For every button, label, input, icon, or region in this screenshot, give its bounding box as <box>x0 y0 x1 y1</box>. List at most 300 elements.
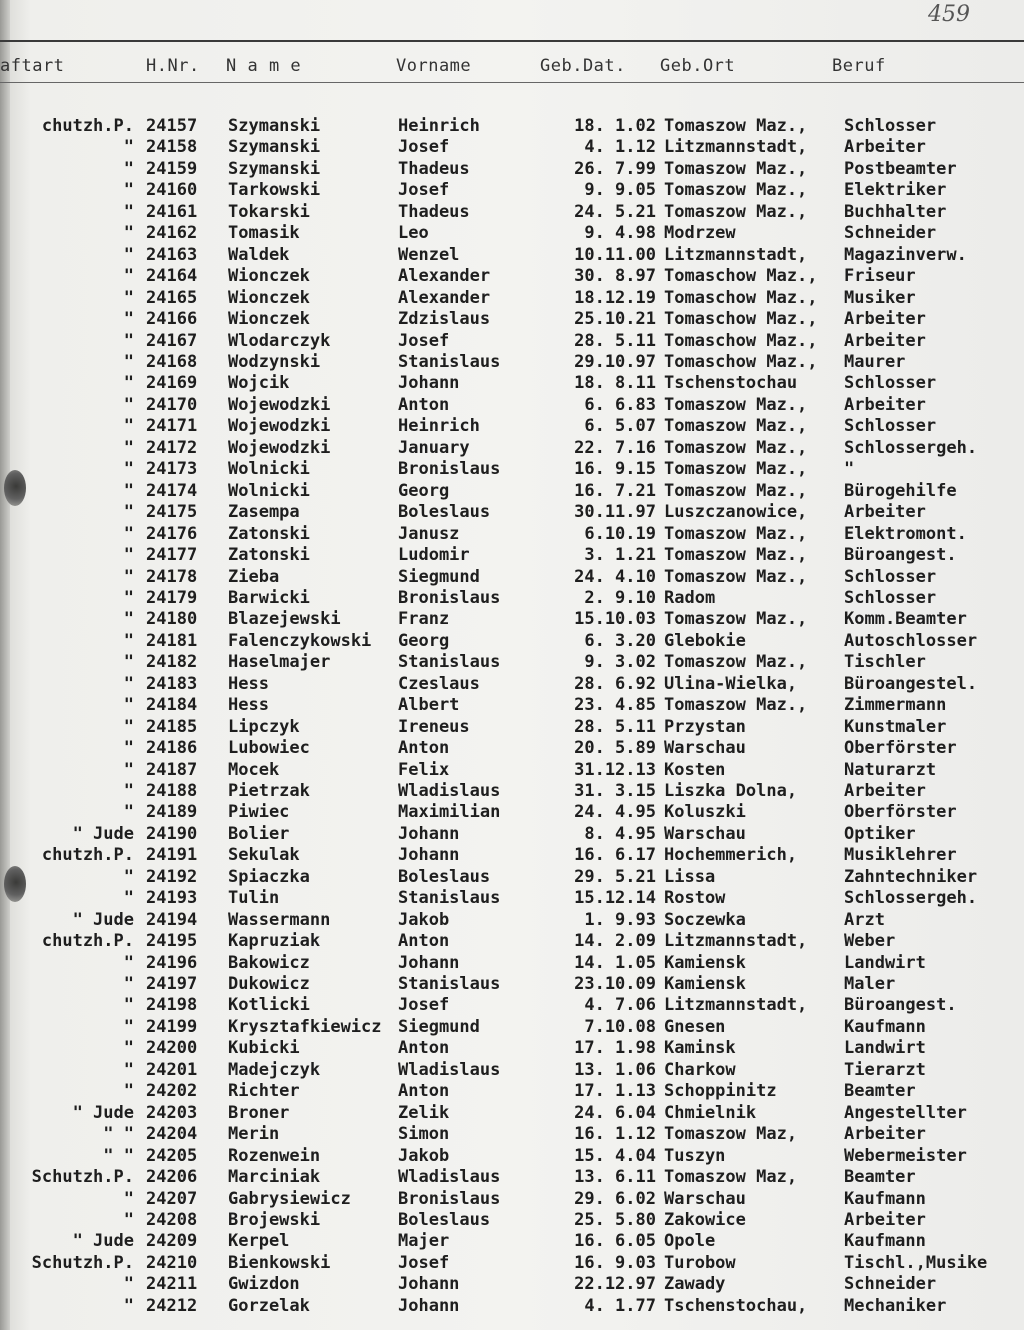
gebdat-cell: 31.12.13 <box>574 759 656 780</box>
hnr-cell: 24159 <box>146 158 198 179</box>
hnr-cell: 24160 <box>146 180 198 201</box>
header-gebort: Geb.Ort <box>660 56 736 76</box>
vorname-cell: Leo <box>398 223 429 244</box>
hnr-cell: 24211 <box>146 1274 198 1295</box>
gebort-cell: Kaminsk <box>664 1038 736 1059</box>
beruf-cell: Landwirt <box>844 952 926 973</box>
haftart-cell: " <box>123 287 134 308</box>
table-row <box>0 652 1024 673</box>
gebort-cell: Tomaszow Maz., <box>664 545 808 565</box>
beruf-cell: " <box>844 459 855 480</box>
top-rule <box>0 40 1024 42</box>
gebort-cell: Tomaszow Maz., <box>664 116 808 136</box>
vorname-cell: Thadeus <box>398 201 470 222</box>
table-row <box>0 116 1024 137</box>
vorname-cell: Anton <box>398 394 450 415</box>
name-cell: Wojewodzki <box>228 394 331 415</box>
name-cell: Bienkowski <box>228 1252 331 1273</box>
vorname-cell: Johann <box>398 1274 460 1295</box>
hnr-cell: 24185 <box>146 716 198 737</box>
haftart-cell: " <box>123 1295 134 1316</box>
gebdat-cell: 26. 7.99 <box>574 158 656 179</box>
gebort-cell: Tomaszow Maz., <box>664 394 808 415</box>
hnr-cell: 24180 <box>146 609 198 630</box>
haftart-cell: " <box>123 716 134 737</box>
gebort-cell: Kosten <box>664 759 726 780</box>
haftart-cell: " <box>123 673 134 694</box>
gebort-cell: Rostow <box>664 888 726 909</box>
vorname-cell: Siegmund <box>398 1016 480 1037</box>
gebdat-cell: 24. 5.21 <box>574 201 656 222</box>
gebdat-cell: 16. 7.21 <box>574 480 656 501</box>
table-row <box>0 352 1024 373</box>
haftart-cell: " <box>123 995 134 1016</box>
vorname-cell: Johann <box>398 845 460 866</box>
name-cell: Tokarski <box>228 201 310 222</box>
name-cell: Madejczyk <box>228 1059 321 1080</box>
haftart-cell: Schutzh.P. <box>31 1167 134 1187</box>
hnr-cell: 24199 <box>146 1016 198 1037</box>
beruf-cell: Arbeiter <box>844 1124 926 1145</box>
gebdat-cell: 10.11.00 <box>574 244 656 265</box>
hnr-cell: 24196 <box>146 952 198 973</box>
beruf-cell: Büroangest. <box>844 995 957 1016</box>
header-hnr: H.Nr. <box>146 56 200 76</box>
beruf-cell: Schlosser <box>844 373 937 394</box>
gebort-cell: Litzmannstadt, <box>664 995 808 1016</box>
table-row <box>0 1210 1024 1231</box>
table-row <box>0 266 1024 287</box>
beruf-cell: Kunstmaler <box>844 716 947 737</box>
beruf-cell: Beamter <box>844 1081 916 1102</box>
vorname-cell: Georg <box>398 480 450 501</box>
name-cell: Tarkowski <box>228 180 321 201</box>
gebdat-cell: 4. 1.77 <box>584 1295 656 1316</box>
gebort-cell: Tomaszow Maz., <box>664 652 808 673</box>
haftart-cell: " <box>123 351 134 372</box>
haftart-cell: " <box>123 1059 134 1080</box>
hnr-cell: 24205 <box>146 1145 198 1166</box>
table-row <box>0 974 1024 995</box>
name-cell: Marciniak <box>228 1167 321 1187</box>
gebdat-cell: 6. 5.07 <box>584 416 656 437</box>
gebdat-cell: 18. 1.02 <box>574 116 656 136</box>
name-cell: Kubicki <box>228 1038 300 1059</box>
hnr-cell: 24203 <box>146 1102 198 1123</box>
name-cell: Zieba <box>228 566 280 587</box>
name-cell: Wojewodzki <box>228 437 331 458</box>
haftart-cell: " Jude <box>72 823 134 844</box>
beruf-cell: Kaufmann <box>844 1016 926 1037</box>
beruf-cell: Zahntechniker <box>844 866 978 887</box>
gebdat-cell: 24. 4.95 <box>574 802 656 823</box>
haftart-cell: " <box>123 974 134 994</box>
hnr-cell: 24191 <box>146 845 198 866</box>
vorname-cell: Albert <box>398 695 460 716</box>
beruf-cell: Kaufmann <box>844 1231 926 1252</box>
vorname-cell: Wladislaus <box>398 780 501 801</box>
table-row <box>0 717 1024 738</box>
gebort-cell: Soczewka <box>664 909 746 930</box>
haftart-cell: " <box>123 630 134 651</box>
haftart-cell: " " <box>103 1124 134 1145</box>
name-cell: Brojewski <box>228 1210 321 1230</box>
haftart-cell: " <box>123 695 134 716</box>
table-row <box>0 416 1024 437</box>
haftart-cell: " <box>123 480 134 501</box>
vorname-cell: Josef <box>398 137 450 158</box>
hnr-cell: 24167 <box>146 330 198 351</box>
name-cell: Broner <box>228 1102 290 1123</box>
haftart-cell: Schutzh.P. <box>31 1252 134 1273</box>
beruf-cell: Maler <box>844 974 896 994</box>
gebdat-cell: 22. 7.16 <box>574 437 656 458</box>
haftart-cell: " Jude <box>72 1231 134 1252</box>
beruf-cell: Webermeister <box>844 1145 967 1166</box>
haftart-cell: " <box>123 952 134 973</box>
table-row <box>0 931 1024 952</box>
gebort-cell: Warschau <box>664 738 746 758</box>
haftart-cell: " <box>123 759 134 780</box>
gebdat-cell: 30. 8.97 <box>574 266 656 287</box>
hnr-cell: 24206 <box>146 1167 198 1187</box>
beruf-cell: Elektriker <box>844 180 947 201</box>
hnr-cell: 24183 <box>146 673 198 694</box>
hnr-cell: 24162 <box>146 223 198 244</box>
table-row <box>0 781 1024 802</box>
hnr-cell: 24176 <box>146 523 198 544</box>
beruf-cell: Arbeiter <box>844 1210 926 1230</box>
table-row <box>0 288 1024 309</box>
gebdat-cell: 3. 1.21 <box>584 545 656 565</box>
table-row <box>0 1167 1024 1188</box>
haftart-cell: " Jude <box>72 909 134 930</box>
gebort-cell: Koluszki <box>664 802 746 823</box>
vorname-cell: Zdzislaus <box>398 309 491 329</box>
name-cell: Falenczykowski <box>228 630 372 651</box>
table-row <box>0 159 1024 180</box>
beruf-cell: Friseur <box>844 266 916 287</box>
gebdat-cell: 29.10.97 <box>574 351 656 372</box>
gebdat-cell: 2. 9.10 <box>584 587 656 608</box>
beruf-cell: Arbeiter <box>844 502 926 523</box>
haftart-cell: " <box>123 587 134 608</box>
haftart-cell: " <box>123 416 134 437</box>
gebdat-cell: 4. 1.12 <box>584 137 656 158</box>
vorname-cell: Wenzel <box>398 244 460 265</box>
haftart-cell: chutzh.P. <box>41 931 134 952</box>
table-row <box>0 695 1024 716</box>
vorname-cell: Anton <box>398 1081 450 1102</box>
table-row <box>0 995 1024 1016</box>
hnr-cell: 24166 <box>146 309 198 329</box>
table-row <box>0 524 1024 545</box>
vorname-cell: Simon <box>398 1124 450 1145</box>
gebdat-cell: 29. 5.21 <box>574 866 656 887</box>
gebort-cell: Luszczanowice, <box>664 502 808 523</box>
table-row <box>0 245 1024 266</box>
gebort-cell: Tuszyn <box>664 1145 726 1166</box>
gebdat-cell: 16. 9.15 <box>574 459 656 480</box>
table-row <box>0 1081 1024 1102</box>
table-row <box>0 481 1024 502</box>
gebort-cell: Schoppinitz <box>664 1081 777 1102</box>
gebdat-cell: 18.12.19 <box>574 287 656 308</box>
gebort-cell: Liszka Dolna, <box>664 780 798 801</box>
vorname-cell: Johann <box>398 823 460 844</box>
hnr-cell: 24198 <box>146 995 198 1016</box>
haftart-cell: " <box>123 1016 134 1037</box>
table-row <box>0 1231 1024 1252</box>
name-cell: Kapruziak <box>228 931 321 952</box>
header-name: N a m e <box>226 56 302 76</box>
vorname-cell: Felix <box>398 759 450 780</box>
hnr-cell: 24207 <box>146 1188 198 1209</box>
vorname-cell: Anton <box>398 1038 450 1059</box>
vorname-cell: Josef <box>398 180 450 201</box>
beruf-cell: Schneider <box>844 1274 937 1295</box>
gebdat-cell: 25.10.21 <box>574 309 656 329</box>
vorname-cell: Bronislaus <box>398 1188 501 1209</box>
gebdat-cell: 13. 1.06 <box>574 1059 656 1080</box>
beruf-cell: Arbeiter <box>844 330 926 351</box>
gebdat-cell: 24. 4.10 <box>574 566 656 587</box>
haftart-cell: " <box>123 1081 134 1102</box>
table-row <box>0 910 1024 931</box>
gebort-cell: Tomaszow Maz., <box>664 416 808 437</box>
haftart-cell: " <box>123 373 134 394</box>
vorname-cell: Johann <box>398 373 460 394</box>
hnr-cell: 24192 <box>146 866 198 887</box>
name-cell: Hess <box>228 695 269 716</box>
beruf-cell: Schlosser <box>844 416 937 437</box>
gebdat-cell: 29. 6.02 <box>574 1188 656 1209</box>
gebdat-cell: 15.10.03 <box>574 609 656 630</box>
haftart-cell: chutzh.P. <box>41 116 134 136</box>
vorname-cell: Boleslaus <box>398 1210 491 1230</box>
hnr-cell: 24158 <box>146 137 198 158</box>
gebdat-cell: 13. 6.11 <box>574 1167 656 1187</box>
beruf-cell: Schlosser <box>844 566 937 587</box>
haftart-cell: " <box>123 1188 134 1209</box>
vorname-cell: Boleslaus <box>398 866 491 887</box>
gebdat-cell: 23.10.09 <box>574 974 656 994</box>
haftart-cell: " <box>123 309 134 329</box>
name-cell: Zasempa <box>228 502 300 523</box>
name-cell: Gwizdon <box>228 1274 300 1295</box>
haftart-cell: " <box>123 394 134 415</box>
gebort-cell: Tomaszow Maz., <box>664 695 808 716</box>
gebdat-cell: 1. 9.93 <box>584 909 656 930</box>
gebort-cell: Tschenstochau, <box>664 1295 808 1316</box>
table-row <box>0 395 1024 416</box>
vorname-cell: Johann <box>398 1295 460 1316</box>
table-row <box>0 760 1024 781</box>
gebdat-cell: 28. 5.11 <box>574 716 656 737</box>
name-cell: Piwiec <box>228 802 290 823</box>
beruf-cell: Schlossergeh. <box>844 437 978 458</box>
gebdat-cell: 17. 1.13 <box>574 1081 656 1102</box>
hnr-cell: 24178 <box>146 566 198 587</box>
beruf-cell: Arbeiter <box>844 394 926 415</box>
haftart-cell: " Jude <box>72 1102 134 1123</box>
table-row <box>0 609 1024 630</box>
table-row <box>0 137 1024 158</box>
name-cell: Bolier <box>228 823 290 844</box>
vorname-cell: Stanislaus <box>398 351 501 372</box>
vorname-cell: Czeslaus <box>398 673 480 694</box>
haftart-cell: " <box>123 609 134 630</box>
header-rule <box>0 82 1024 83</box>
gebort-cell: Lissa <box>664 866 716 887</box>
gebort-cell: Tomaschow Maz., <box>664 309 818 329</box>
gebdat-cell: 9. 3.02 <box>584 652 656 673</box>
name-cell: Waldek <box>228 244 290 265</box>
haftart-cell: " <box>123 330 134 351</box>
vorname-cell: Majer <box>398 1231 450 1252</box>
haftart-cell: " " <box>103 1145 134 1166</box>
hnr-cell: 24172 <box>146 437 198 458</box>
vorname-cell: Josef <box>398 995 450 1016</box>
beruf-cell: Beamter <box>844 1167 916 1187</box>
vorname-cell: Ludomir <box>398 545 470 565</box>
beruf-cell: Musiklehrer <box>844 845 957 866</box>
gebort-cell: Zawady <box>664 1274 726 1295</box>
name-cell: Krysztafkiewicz <box>228 1016 382 1037</box>
table-row <box>0 202 1024 223</box>
gebdat-cell: 18. 8.11 <box>574 373 656 394</box>
beruf-cell: Magazinverw. <box>844 244 967 265</box>
haftart-cell: chutzh.P. <box>41 845 134 866</box>
beruf-cell: Büroangestel. <box>844 673 978 694</box>
gebort-cell: Tomaszow Maz., <box>664 480 808 501</box>
vorname-cell: Anton <box>398 738 450 758</box>
haftart-cell: " <box>123 566 134 587</box>
gebdat-cell: 14. 1.05 <box>574 952 656 973</box>
haftart-cell: " <box>123 158 134 179</box>
vorname-cell: Alexander <box>398 266 491 287</box>
gebort-cell: Tomaszow Maz., <box>664 609 808 630</box>
haftart-cell: " <box>123 223 134 244</box>
hnr-cell: 24161 <box>146 201 198 222</box>
beruf-cell: Arbeiter <box>844 137 926 158</box>
gebdat-cell: 16. 9.03 <box>574 1252 656 1273</box>
vorname-cell: Jakob <box>398 1145 450 1166</box>
name-cell: Spiaczka <box>228 866 310 887</box>
haftart-cell: " <box>123 1210 134 1230</box>
hnr-cell: 24182 <box>146 652 198 673</box>
gebort-cell: Tomaszow Maz., <box>664 459 808 480</box>
gebdat-cell: 15.12.14 <box>574 888 656 909</box>
gebdat-cell: 6.10.19 <box>584 523 656 544</box>
name-cell: Pietrzak <box>228 780 310 801</box>
gebdat-cell: 25. 5.80 <box>574 1210 656 1230</box>
table-row <box>0 738 1024 759</box>
name-cell: Tomasik <box>228 223 300 244</box>
gebort-cell: Tomaszow Maz., <box>664 180 808 201</box>
header-vorname: Vorname <box>396 56 472 76</box>
gebort-cell: Turobow <box>664 1252 736 1273</box>
gebdat-cell: 6. 6.83 <box>584 394 656 415</box>
table-row <box>0 1060 1024 1081</box>
beruf-cell: Elektromont. <box>844 523 967 544</box>
beruf-cell: Tischl.,Musike <box>844 1252 988 1273</box>
beruf-cell: Buchhalter <box>844 201 947 222</box>
vorname-cell: Josef <box>398 330 450 351</box>
table-row <box>0 438 1024 459</box>
table-row <box>0 180 1024 201</box>
table-row <box>0 1146 1024 1167</box>
table-row <box>0 845 1024 866</box>
hnr-cell: 24195 <box>146 931 198 952</box>
beruf-cell: Naturarzt <box>844 759 937 780</box>
name-cell: Lubowiec <box>228 738 310 758</box>
hnr-cell: 24181 <box>146 630 198 651</box>
table-row <box>0 1017 1024 1038</box>
beruf-cell: Angestellter <box>844 1102 967 1123</box>
haftart-cell: " <box>123 802 134 823</box>
gebort-cell: Tomaschow Maz., <box>664 266 818 287</box>
beruf-cell: Landwirt <box>844 1038 926 1059</box>
hnr-cell: 24189 <box>146 802 198 823</box>
table-row <box>0 824 1024 845</box>
table-row <box>0 1038 1024 1059</box>
hnr-cell: 24186 <box>146 738 198 758</box>
beruf-cell: Schlossergeh. <box>844 888 978 909</box>
gebdat-cell: 14. 2.09 <box>574 931 656 952</box>
table-row <box>0 953 1024 974</box>
gebort-cell: Tomaszow Maz, <box>664 1124 798 1145</box>
name-cell: Szymanski <box>228 137 321 158</box>
table-row <box>0 373 1024 394</box>
haftart-cell: " <box>123 780 134 801</box>
gebort-cell: Gnesen <box>664 1016 726 1037</box>
vorname-cell: Georg <box>398 630 450 651</box>
haftart-cell: " <box>123 523 134 544</box>
vorname-cell: Janusz <box>398 523 460 544</box>
haftart-cell: " <box>123 1038 134 1059</box>
hnr-cell: 24194 <box>146 909 198 930</box>
name-cell: Kotlicki <box>228 995 310 1016</box>
gebort-cell: Tomaschow Maz., <box>664 287 818 308</box>
gebdat-cell: 30.11.97 <box>574 502 656 523</box>
hnr-cell: 24170 <box>146 394 198 415</box>
table-row <box>0 1296 1024 1317</box>
beruf-cell: Komm.Beamter <box>844 609 967 630</box>
gebort-cell: Warschau <box>664 1188 746 1209</box>
gebdat-cell: 23. 4.85 <box>574 695 656 716</box>
gebort-cell: Litzmannstadt, <box>664 244 808 265</box>
name-cell: Rozenwein <box>228 1145 321 1166</box>
haftart-cell: " <box>123 866 134 887</box>
vorname-cell: Wladislaus <box>398 1167 501 1187</box>
hnr-cell: 24197 <box>146 974 198 994</box>
hnr-cell: 24202 <box>146 1081 198 1102</box>
table-row <box>0 545 1024 566</box>
gebort-cell: Glebokie <box>664 630 746 651</box>
name-cell: Wlodarczyk <box>228 330 331 351</box>
haftart-cell: " <box>123 545 134 565</box>
gebdat-cell: 28. 6.92 <box>574 673 656 694</box>
name-cell: Gabrysiewicz <box>228 1188 351 1209</box>
gebort-cell: Ulina-Wielka, <box>664 673 798 694</box>
table-row <box>0 1189 1024 1210</box>
vorname-cell: Thadeus <box>398 158 470 179</box>
name-cell: Szymanski <box>228 116 321 136</box>
name-cell: Dukowicz <box>228 974 310 994</box>
hnr-cell: 24169 <box>146 373 198 394</box>
hnr-cell: 24188 <box>146 780 198 801</box>
